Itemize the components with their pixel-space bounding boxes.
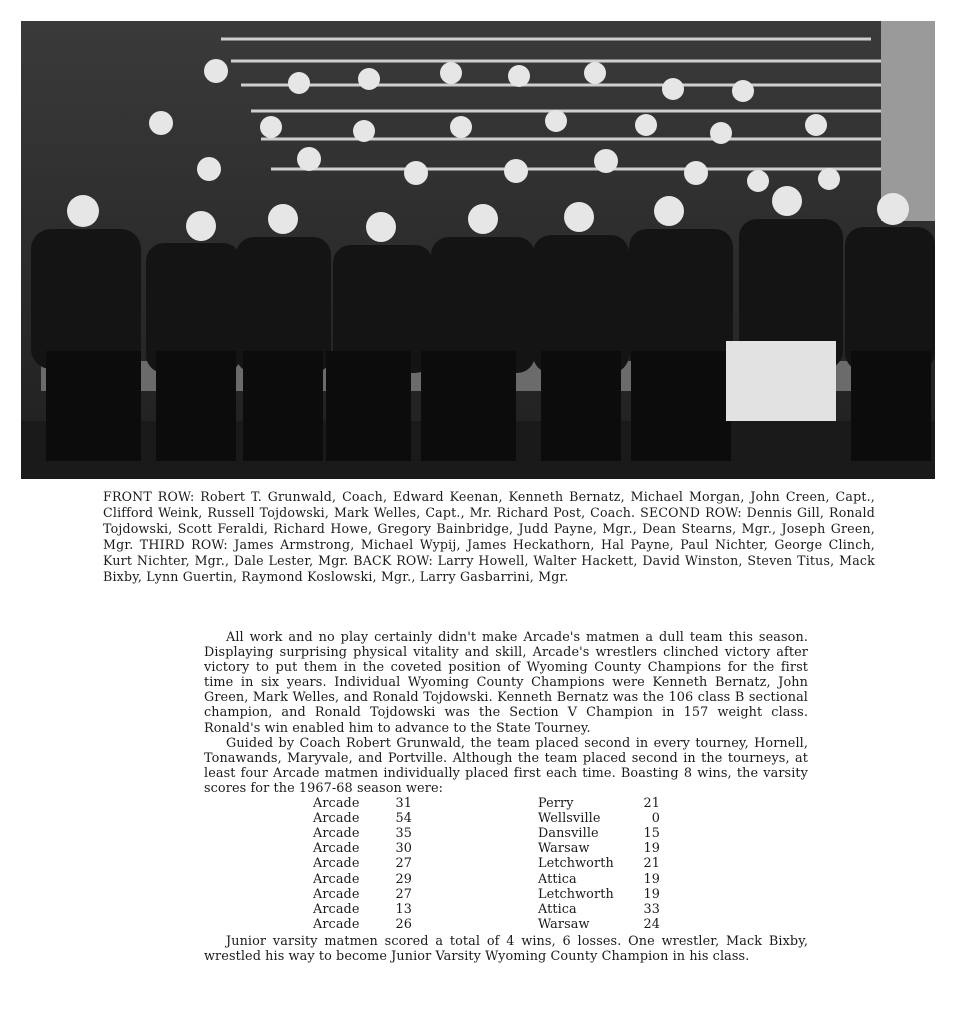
home-team: Arcade bbox=[313, 901, 360, 917]
home-score: 31 bbox=[395, 796, 412, 812]
home-score: 35 bbox=[395, 826, 412, 842]
team-photo-icon bbox=[21, 21, 935, 479]
opponent-team: Attica bbox=[538, 901, 577, 917]
home-score: 29 bbox=[395, 871, 412, 887]
opponent-team: Warsaw bbox=[538, 841, 590, 857]
team-photo bbox=[21, 21, 935, 479]
opponent-team: Dansville bbox=[538, 826, 599, 842]
score-row bbox=[204, 811, 808, 826]
opponent-team: Wellsville bbox=[538, 811, 601, 827]
home-team: Arcade bbox=[313, 871, 360, 887]
opponent-score: 19 bbox=[643, 871, 660, 887]
score-row bbox=[204, 826, 808, 841]
opponent-score: 24 bbox=[643, 916, 660, 932]
caption-text: FRONT ROW: Robert T. Grunwald, Coach, Edward Keenan, Kenneth Bernatz, Michael Morgan, John Creen, Capt., Clifford Weink, Russell Tojdowski, Mark Welles, Capt., Mr. Richard Post, Coach. SECOND ROW: Dennis Gill, Ronald Tojdowski, Scott Feraldi, Richard Howe, Gregory Bainbridge, Judd Payne, Mgr., Dean Stearns, Mgr., Joseph Green, Mgr. THIRD ROW: James Armstrong, Michael Wypij, James Heckathorn, Hal Payne, Paul Nichter, George Clinch, Kurt Nichter, Mgr., Dale Lester, Mgr. BACK ROW: Larry Howell, Walter Hackett, David Winston, Steven Titus, Mack Bixby, Lynn Guertin, Raymond Koslowski, Mgr., Larry Gasbarrini, Mgr. bbox=[103, 489, 875, 584]
opponent-score: 0 bbox=[651, 811, 660, 827]
article-body bbox=[204, 630, 808, 964]
article-paragraph-3: Junior varsity matmen scored a total of 4 wins, 6 losses. One wrestler, Mack Bixby, wrestled his way to become Junior Varsity Wyoming County Champion in his class. bbox=[204, 934, 808, 965]
score-row bbox=[204, 841, 808, 856]
home-score: 27 bbox=[395, 856, 412, 872]
score-row bbox=[204, 902, 808, 917]
home-score: 26 bbox=[395, 916, 412, 932]
home-score: 27 bbox=[395, 886, 412, 902]
score-row bbox=[204, 917, 808, 932]
opponent-team: Letchworth bbox=[538, 856, 614, 872]
home-team: Arcade bbox=[313, 916, 360, 932]
article-paragraph-2: Guided by Coach Robert Grunwald, the team placed second in every tourney, Hornell, Tonawands, Maryvale, and Portville. Although the team placed second in the tourneys, at least four Arcade matmen individually placed first each time. Boasting 8 wins, the varsity scores for the 1967-68 season were: bbox=[204, 735, 808, 796]
score-row bbox=[204, 796, 808, 811]
opponent-score: 19 bbox=[643, 841, 660, 857]
opponent-score: 21 bbox=[643, 796, 660, 812]
home-score: 54 bbox=[395, 811, 412, 827]
home-team: Arcade bbox=[313, 886, 360, 902]
opponent-team: Letchworth bbox=[538, 886, 614, 902]
opponent-score: 21 bbox=[643, 856, 660, 872]
photo-caption bbox=[103, 489, 875, 585]
article-paragraph-1: All work and no play certainly didn't make Arcade's matmen a dull team this season. Displaying surprising physical vitality and skill, Arcade's wrestlers clinched victory after victory to put them in the coveted position of Wyoming County Champions for the first time in six years. Individual Wyoming County Champions were Kenneth Bernatz, John Green, Mark Welles, and Ronald Tojdowski. Kenneth Bernatz was the 106 class B sectional champion, and Ronald Tojdowski was the Section V Champion in 157 weight class. Ronald's win enabled him to advance to the State Tourney. bbox=[204, 630, 808, 736]
opponent-score: 15 bbox=[643, 826, 660, 842]
home-team: Arcade bbox=[313, 826, 360, 842]
scores-table bbox=[204, 796, 808, 934]
home-team: Arcade bbox=[313, 841, 360, 857]
opponent-team: Attica bbox=[538, 871, 577, 887]
home-score: 30 bbox=[395, 841, 412, 857]
score-row bbox=[204, 872, 808, 887]
home-team: Arcade bbox=[313, 856, 360, 872]
opponent-team: Perry bbox=[538, 796, 574, 812]
score-row bbox=[204, 856, 808, 871]
opponent-score: 19 bbox=[643, 886, 660, 902]
home-team: Arcade bbox=[313, 811, 360, 827]
home-team: Arcade bbox=[313, 796, 360, 812]
opponent-team: Warsaw bbox=[538, 916, 590, 932]
score-row bbox=[204, 887, 808, 902]
home-score: 13 bbox=[395, 901, 412, 917]
opponent-score: 33 bbox=[643, 901, 660, 917]
